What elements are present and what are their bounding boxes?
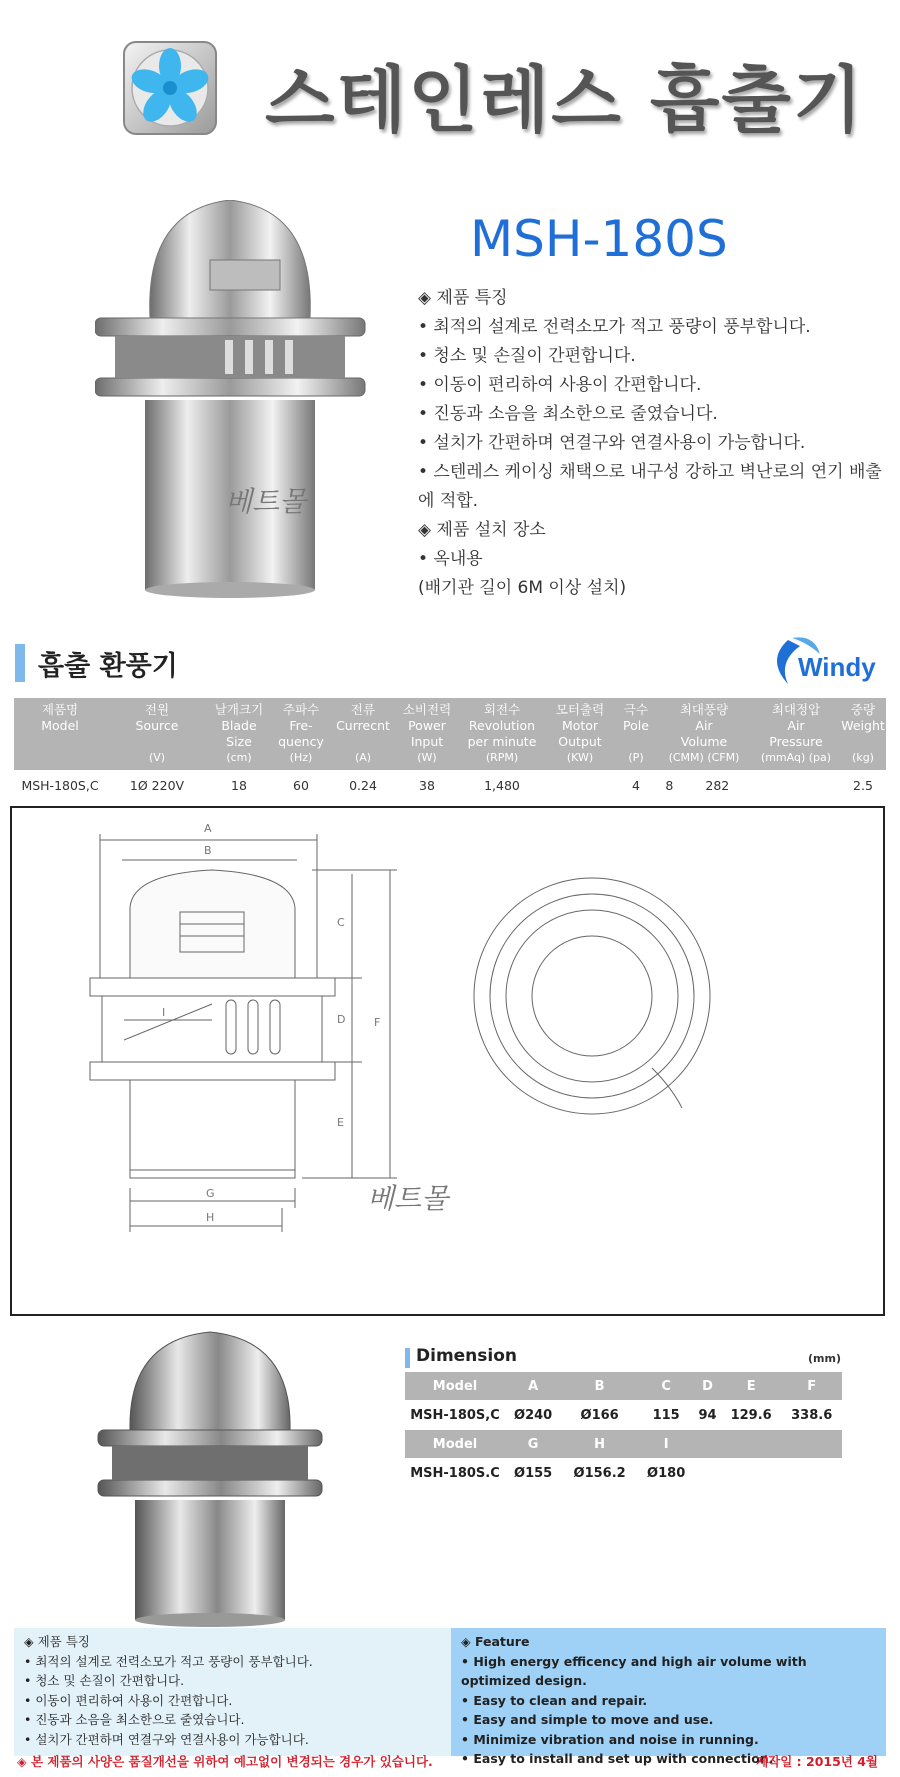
dimension-table bbox=[405, 1372, 842, 1488]
product-photo-bottom bbox=[90, 1330, 350, 1630]
spec-table bbox=[14, 698, 886, 801]
fan-icon bbox=[120, 38, 220, 138]
section-accent-bar bbox=[15, 644, 25, 682]
spec-header-cell: 제품명 Model bbox=[41, 702, 79, 733]
install-item: (배기관 길이 6M 이상 설치) bbox=[418, 578, 627, 598]
product-photo bbox=[95, 200, 385, 600]
dimension-row: MSH-180S.C Ø155 Ø156.2 Ø180 bbox=[410, 1465, 686, 1481]
feature-item: • High energy efficency and high air volume with optimized design. bbox=[461, 1653, 807, 1688]
brand-name: Windy bbox=[798, 652, 876, 682]
windy-logo bbox=[770, 632, 890, 692]
watermark: 베트몰 bbox=[367, 1182, 449, 1215]
dimension-row: MSH-180S,C Ø240 Ø166 115 94 129.6 338.6 bbox=[410, 1407, 833, 1423]
spec-table-row: MSH-180S,C 1Ø 220V 18 60 0.24 38 1,480 4 8 282 2.5 bbox=[21, 778, 873, 793]
install-heading: ◈ 제품 설치 장소 bbox=[418, 520, 546, 540]
feature-item: • 최적의 설계로 전력소모가 적고 풍량이 풍부합니다. bbox=[418, 317, 811, 337]
feature-item: • 최적의 설계로 전력소모가 적고 풍량이 풍부합니다. bbox=[24, 1653, 313, 1669]
product-features bbox=[418, 284, 888, 603]
features-heading: ◈ 제품 특징 bbox=[418, 288, 508, 308]
spec-table-header bbox=[14, 698, 886, 770]
feature-item: • 청소 및 손질이 간편합니다. bbox=[24, 1673, 185, 1688]
install-item: • 옥내용 bbox=[418, 549, 483, 569]
feature-item: • 이동이 편리하여 사용이 간편합니다. bbox=[418, 375, 702, 395]
spec-header-cell: 전원 Source (V) bbox=[135, 702, 179, 764]
dimension-header-row: Model G H I bbox=[405, 1430, 842, 1458]
page-header bbox=[0, 0, 900, 190]
dim-label-i: I bbox=[162, 1006, 166, 1019]
dimension-header-row: Model A B C D E F bbox=[405, 1372, 842, 1400]
dimension-accent-bar bbox=[405, 1348, 410, 1368]
feature-item: • Easy to install and set up with connection. bbox=[461, 1751, 774, 1766]
dim-label-e: E bbox=[337, 1116, 344, 1129]
feature-item: • Easy to clean and repair. bbox=[461, 1692, 648, 1708]
dim-label-b: B bbox=[204, 844, 212, 857]
dim-label-g: G bbox=[206, 1187, 215, 1200]
dim-label-a: A bbox=[204, 822, 212, 835]
model-name: MSH-180S bbox=[470, 210, 728, 268]
feature-heading: ◈ Feature bbox=[461, 1634, 530, 1649]
dim-label-c: C bbox=[337, 916, 345, 929]
dim-label-f: F bbox=[374, 1016, 381, 1029]
spec-header-cell: 극수 Pole (P) bbox=[623, 702, 649, 764]
dimension-title: Dimension bbox=[416, 1346, 518, 1366]
spec-header-cell: 소비전력 Power Input (W) bbox=[402, 702, 452, 764]
dim-label-d: D bbox=[337, 1013, 346, 1026]
feature-heading: ◈ 제품 특징 bbox=[24, 1634, 90, 1649]
made-date: 제작일 : 2015년 4월 bbox=[756, 1754, 878, 1769]
feature-item: • 진동과 소음을 최소한으로 줄였습니다. bbox=[418, 404, 718, 424]
spec-header-cell: 최대풍량 Air Volume (CMM) (CFM) bbox=[668, 702, 740, 764]
spec-header-cell: 모터출력 Motor Output (KW) bbox=[555, 702, 605, 764]
notice-text: ◈ 본 제품의 사양은 품질개선을 위하여 예고없이 변경되는 경우가 있습니다. bbox=[17, 1754, 433, 1769]
watermark: 베트몰 bbox=[225, 485, 307, 518]
spec-header-cell: 전류 Currecnt (A) bbox=[336, 702, 390, 764]
spec-header-cell: 중량 Weight (kg) bbox=[841, 702, 885, 764]
spec-header-cell: 주파수 Fre- quency (Hz) bbox=[278, 702, 324, 764]
section-title: 흡출 환풍기 bbox=[38, 651, 178, 682]
spec-header-cell: 회전수 Revolution per minute (RPM) bbox=[467, 702, 537, 764]
feature-item: • 진동과 소음을 최소한으로 줄였습니다. bbox=[24, 1712, 245, 1727]
spec-header-cell: 날개크기 Blade Size (cm) bbox=[214, 702, 264, 764]
feature-item: • 청소 및 손질이 간편합니다. bbox=[418, 346, 636, 366]
page-title: 스테인레스 흡출기 bbox=[265, 58, 865, 142]
dim-label-h: H bbox=[206, 1211, 215, 1224]
spec-header-cell: 최대정압 Air Pressure (mmAq) (pa) bbox=[760, 702, 832, 764]
feature-item: • 설치가 간편하며 연결구와 연결사용이 가능합니다. bbox=[418, 433, 806, 453]
feature-box-korean bbox=[14, 1628, 451, 1756]
feature-item: • Minimize vibration and noise in running. bbox=[461, 1731, 759, 1747]
technical-drawing bbox=[10, 806, 885, 1316]
feature-item: • 이동이 편리하여 사용이 간편합니다. bbox=[24, 1692, 233, 1708]
feature-item: • 설치가 간편하며 연결구와 연결사용이 가능합니다. bbox=[24, 1731, 309, 1747]
dimension-unit: (mm) bbox=[808, 1352, 841, 1365]
feature-item: • Easy and simple to move and use. bbox=[461, 1712, 714, 1727]
feature-item: • 스텐레스 케이싱 채택으로 내구성 강하고 벽난로의 연기 배출에 적합. bbox=[418, 462, 882, 511]
